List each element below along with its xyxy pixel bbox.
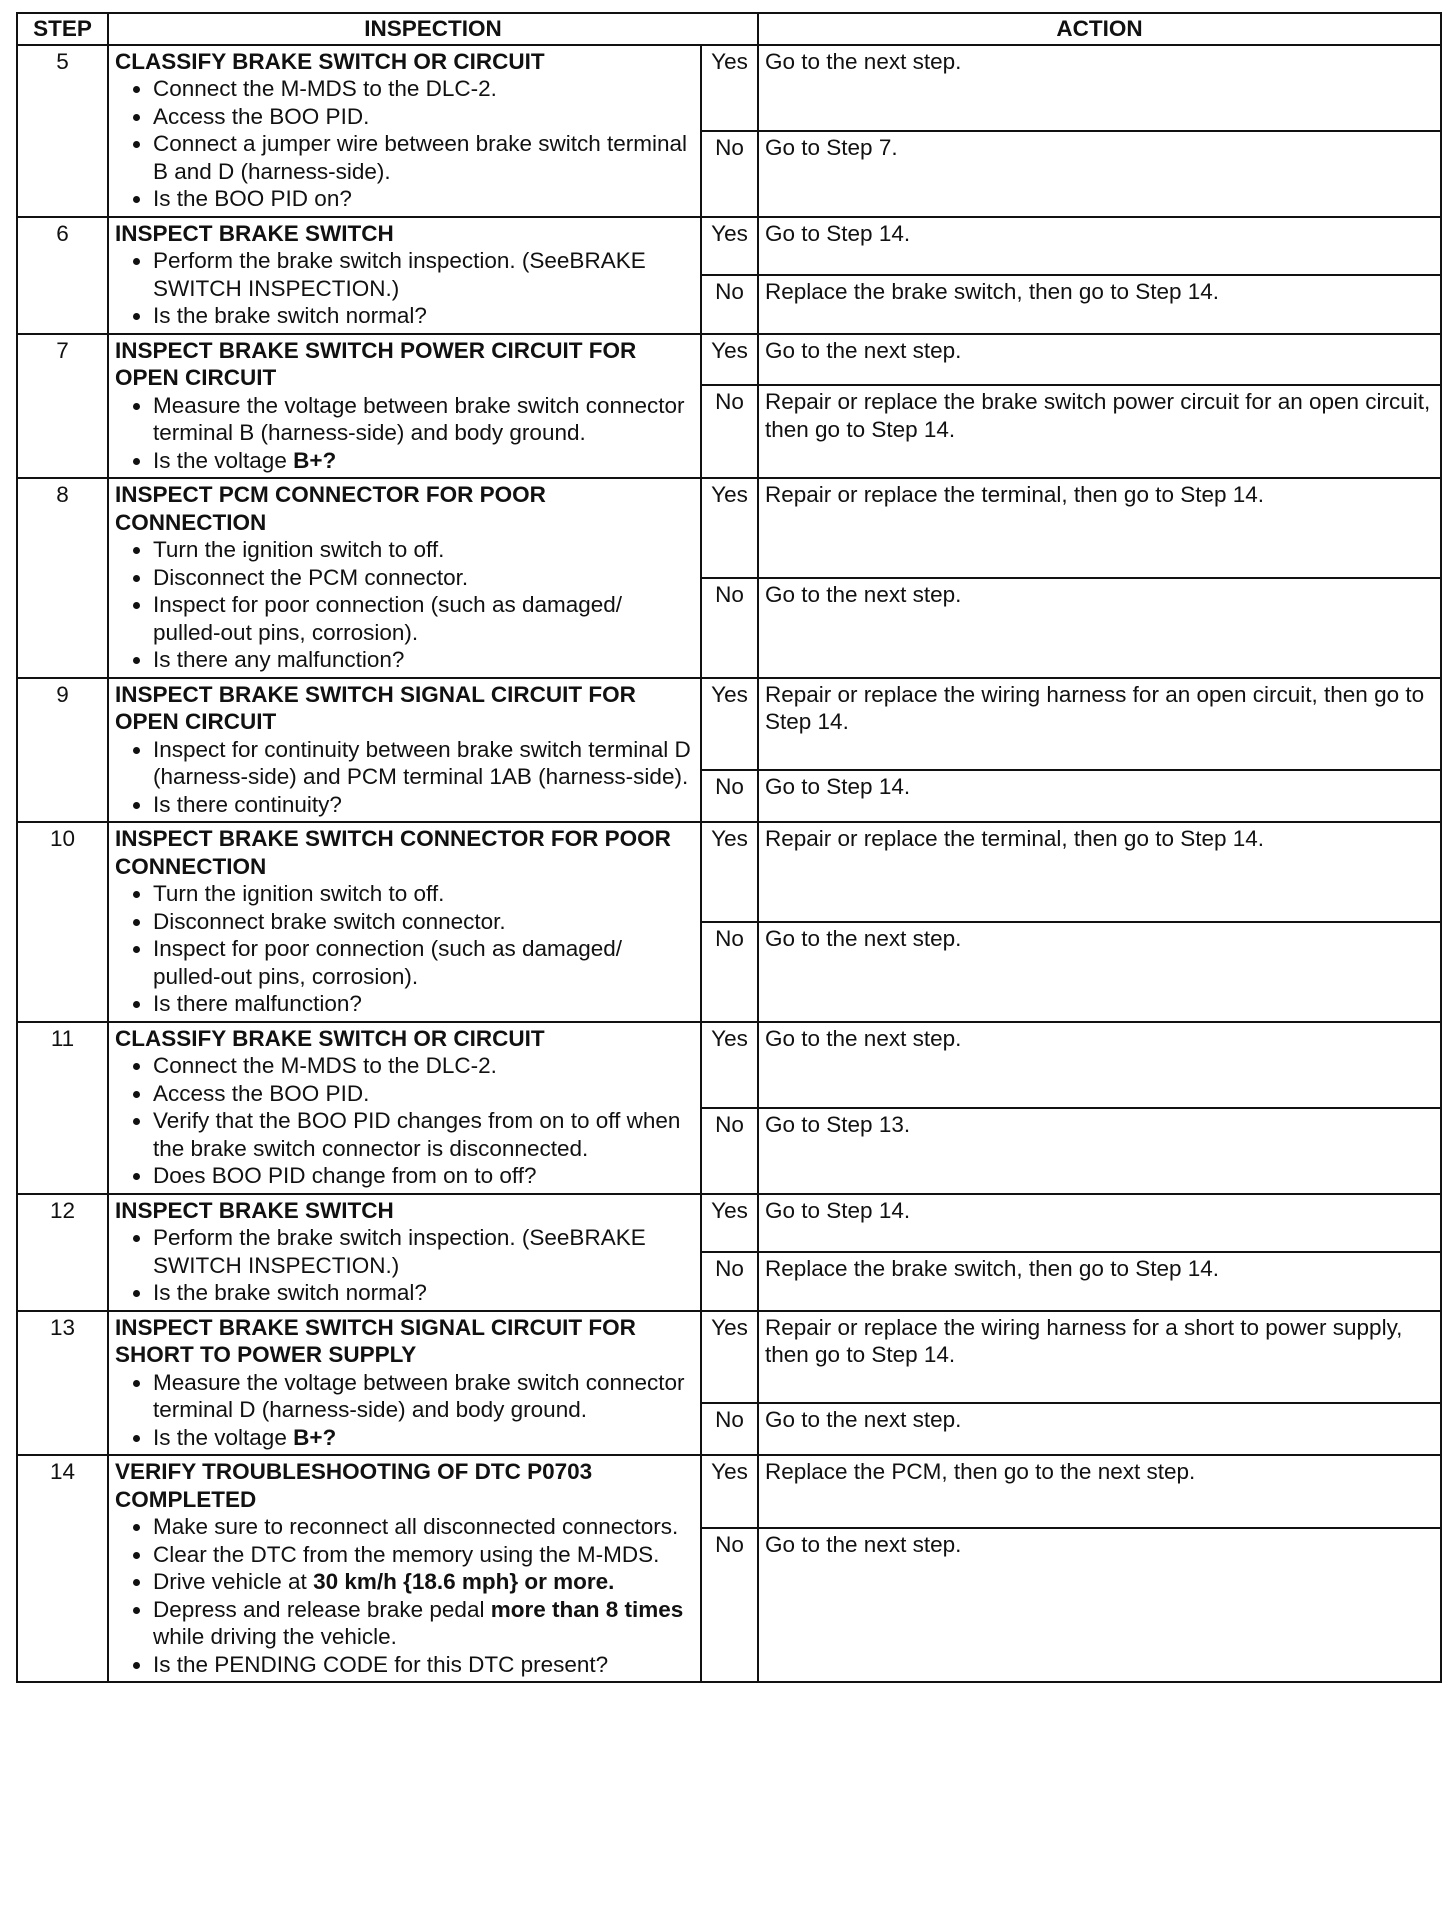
bullet-text: Is the voltage — [153, 1424, 294, 1450]
no-label: No — [701, 385, 758, 478]
bullet-item: • Does BOO PID change from on to off? — [153, 1162, 694, 1190]
inspection-cell — [108, 45, 701, 217]
step-number: 14 — [17, 1455, 108, 1682]
bullet-item: • Is there malfunction? — [153, 990, 694, 1018]
yes-action: Go to Step 14. — [758, 217, 1441, 276]
bullet-text: Is the voltage — [153, 447, 294, 473]
step-number: 6 — [17, 217, 108, 334]
no-action: Replace the brake switch, then go to Step 14. — [758, 275, 1441, 334]
inspection-title: VERIFY TROUBLESHOOTING OF DTC P0703 COMPLETED — [115, 1459, 593, 1512]
inspection-bullets — [115, 736, 694, 819]
inspection-cell — [108, 478, 701, 678]
inspection-bullets — [115, 536, 694, 674]
inspection-title: INSPECT BRAKE SWITCH — [115, 220, 394, 246]
yes-label: Yes — [701, 1194, 758, 1253]
inspection-title: INSPECT BRAKE SWITCH CONNECTOR FOR POOR CONNECTION — [115, 826, 671, 879]
table-row — [17, 822, 1441, 922]
table-row — [17, 1194, 1441, 1253]
bullet-item: • Is the brake switch normal? — [153, 1279, 694, 1307]
no-label: No — [701, 770, 758, 822]
yes-label: Yes — [701, 1311, 758, 1404]
bullet-item: • Perform the brake switch inspection. (SeeBRAKE SWITCH INSPECTION.) — [153, 247, 694, 302]
table-row — [17, 1311, 1441, 1404]
yes-label: Yes — [701, 678, 758, 771]
no-label: No — [701, 578, 758, 678]
table-row — [17, 217, 1441, 276]
yes-action: Repair or replace the terminal, then go to Step 14. — [758, 822, 1441, 922]
bullet-item: • Inspect for poor connection (such as damaged/ pulled-out pins, corrosion). — [153, 935, 694, 990]
step-number: 12 — [17, 1194, 108, 1311]
table-row — [17, 334, 1441, 386]
no-action: Go to Step 7. — [758, 131, 1441, 217]
yes-action: Go to the next step. — [758, 45, 1441, 131]
bullet-item: • Measure the voltage between brake switch connector terminal B (harness-side) and body ground. — [153, 392, 694, 447]
yes-action: Repair or replace the wiring harness for an open circuit, then go to Step 14. — [758, 678, 1441, 771]
no-label: No — [701, 922, 758, 1022]
step-number: 5 — [17, 45, 108, 217]
bullet-item: • Turn the ignition switch to off. — [153, 536, 694, 564]
no-action: Replace the brake switch, then go to Step 14. — [758, 1252, 1441, 1311]
yes-label: Yes — [701, 822, 758, 922]
bullet-text: while driving the vehicle. — [153, 1624, 397, 1649]
bullet-item — [153, 1596, 694, 1651]
bullet-emphasis: B+? — [293, 447, 337, 473]
no-action: Go to the next step. — [758, 1528, 1441, 1682]
bullet-text: Depress and release brake pedal — [153, 1596, 491, 1622]
no-label: No — [701, 275, 758, 334]
inspection-cell — [108, 822, 701, 1022]
yes-action: Go to Step 14. — [758, 1194, 1441, 1253]
bullet-item: • Inspect for poor connection (such as damaged/ pulled-out pins, corrosion). — [153, 591, 694, 646]
inspection-cell — [108, 334, 701, 479]
no-label: No — [701, 1528, 758, 1682]
step-number: 11 — [17, 1022, 108, 1194]
no-label: No — [701, 1108, 758, 1194]
bullet-item: • Perform the brake switch inspection. (SeeBRAKE SWITCH INSPECTION.) — [153, 1224, 694, 1279]
inspection-bullets — [115, 1369, 694, 1452]
inspection-bullets — [115, 880, 694, 1018]
bullet-text: Drive vehicle at — [153, 1569, 314, 1594]
step-number: 13 — [17, 1311, 108, 1456]
no-label: No — [701, 131, 758, 217]
inspection-title: INSPECT BRAKE SWITCH — [115, 1197, 394, 1223]
inspection-cell — [108, 1455, 701, 1682]
step-number: 10 — [17, 822, 108, 1022]
bullet-item: • Is there any malfunction? — [153, 646, 694, 674]
yes-label: Yes — [701, 1022, 758, 1108]
inspection-title: CLASSIFY BRAKE SWITCH OR CIRCUIT — [115, 1025, 545, 1051]
yes-action: Go to the next step. — [758, 1022, 1441, 1108]
inspection-column-header: INSPECTION — [108, 13, 758, 45]
inspection-cell — [108, 678, 701, 823]
inspection-bullets — [115, 75, 694, 213]
no-action: Go to Step 13. — [758, 1108, 1441, 1194]
inspection-cell — [108, 1194, 701, 1311]
no-action: Repair or replace the brake switch power circuit for an open circuit, then go to Step 14. — [758, 385, 1441, 478]
inspection-title: INSPECT BRAKE SWITCH POWER CIRCUIT FOR OPEN CIRCUIT — [115, 337, 637, 390]
bullet-item: • Disconnect brake switch connector. — [153, 908, 694, 936]
bullet-item — [153, 1424, 694, 1452]
table-row — [17, 678, 1441, 771]
bullet-item — [153, 447, 694, 475]
bullet-item: • Make sure to reconnect all disconnected connectors. — [153, 1513, 694, 1541]
no-action: Go to the next step. — [758, 1403, 1441, 1455]
inspection-bullets — [115, 392, 694, 475]
bullet-item: • Measure the voltage between brake switch connector terminal D (harness-side) and body ground. — [153, 1369, 694, 1424]
step-number: 8 — [17, 478, 108, 678]
step-number: 9 — [17, 678, 108, 823]
yes-label: Yes — [701, 217, 758, 276]
bullet-item: • Disconnect the PCM connector. — [153, 564, 694, 592]
step-column-header: STEP — [17, 13, 108, 45]
bullet-item: • Turn the ignition switch to off. — [153, 880, 694, 908]
inspection-title: INSPECT PCM CONNECTOR FOR POOR CONNECTION — [115, 482, 546, 535]
inspection-cell — [108, 217, 701, 334]
bullet-item — [153, 1568, 694, 1596]
table-header-row — [17, 13, 1441, 45]
no-action: Go to the next step. — [758, 578, 1441, 678]
table-row — [17, 1455, 1441, 1528]
bullet-item: • Verify that the BOO PID changes from on to off when the brake switch connector is disconnected. — [153, 1107, 694, 1162]
bullet-item: • Is there continuity? — [153, 791, 694, 819]
action-column-header: ACTION — [758, 13, 1441, 45]
inspection-bullets — [115, 1052, 694, 1190]
table-row — [17, 478, 1441, 578]
yes-action: Go to the next step. — [758, 334, 1441, 386]
inspection-title: CLASSIFY BRAKE SWITCH OR CIRCUIT — [115, 48, 545, 74]
yes-label: Yes — [701, 334, 758, 386]
bullet-item: • Is the PENDING CODE for this DTC present? — [153, 1651, 694, 1679]
inspection-bullets — [115, 247, 694, 330]
inspection-title: INSPECT BRAKE SWITCH SIGNAL CIRCUIT FOR OPEN CIRCUIT — [115, 681, 636, 734]
no-label: No — [701, 1252, 758, 1311]
table-row — [17, 1022, 1441, 1108]
bullet-item: • Clear the DTC from the memory using the M-MDS. — [153, 1541, 694, 1569]
yes-label: Yes — [701, 45, 758, 131]
bullet-item: • Connect a jumper wire between brake switch terminal B and D (harness-side). — [153, 130, 694, 185]
inspection-title: INSPECT BRAKE SWITCH SIGNAL CIRCUIT FOR SHORT TO POWER SUPPLY — [115, 1314, 636, 1367]
bullet-emphasis: more than 8 times — [490, 1596, 684, 1622]
bullet-item: • Connect the M-MDS to the DLC-2. — [153, 75, 694, 103]
troubleshooting-table — [16, 12, 1442, 1683]
inspection-cell — [108, 1022, 701, 1194]
inspection-cell — [108, 1311, 701, 1456]
yes-action: Repair or replace the terminal, then go to Step 14. — [758, 478, 1441, 578]
no-action: Go to Step 14. — [758, 770, 1441, 822]
bullet-item: • Inspect for continuity between brake switch terminal D (harness-side) and PCM terminal 1AB (harness-side). — [153, 736, 694, 791]
procedure-sheet — [16, 12, 1440, 1683]
bullet-item: • Access the BOO PID. — [153, 1080, 694, 1108]
bullet-item: • Is the BOO PID on? — [153, 185, 694, 213]
yes-label: Yes — [701, 478, 758, 578]
no-label: No — [701, 1403, 758, 1455]
bullet-emphasis: 30 km/h {18.6 mph} or more. — [313, 1569, 615, 1594]
no-action: Go to the next step. — [758, 922, 1441, 1022]
yes-action: Replace the PCM, then go to the next step. — [758, 1455, 1441, 1528]
bullet-item: • Connect the M-MDS to the DLC-2. — [153, 1052, 694, 1080]
step-number: 7 — [17, 334, 108, 479]
table-row — [17, 45, 1441, 131]
bullet-item: • Is the brake switch normal? — [153, 302, 694, 330]
yes-action: Repair or replace the wiring harness for a short to power supply, then go to Step 14. — [758, 1311, 1441, 1404]
inspection-bullets — [115, 1224, 694, 1307]
yes-label: Yes — [701, 1455, 758, 1528]
bullet-emphasis: B+? — [293, 1424, 337, 1450]
inspection-bullets — [115, 1513, 694, 1678]
bullet-item: • Access the BOO PID. — [153, 103, 694, 131]
